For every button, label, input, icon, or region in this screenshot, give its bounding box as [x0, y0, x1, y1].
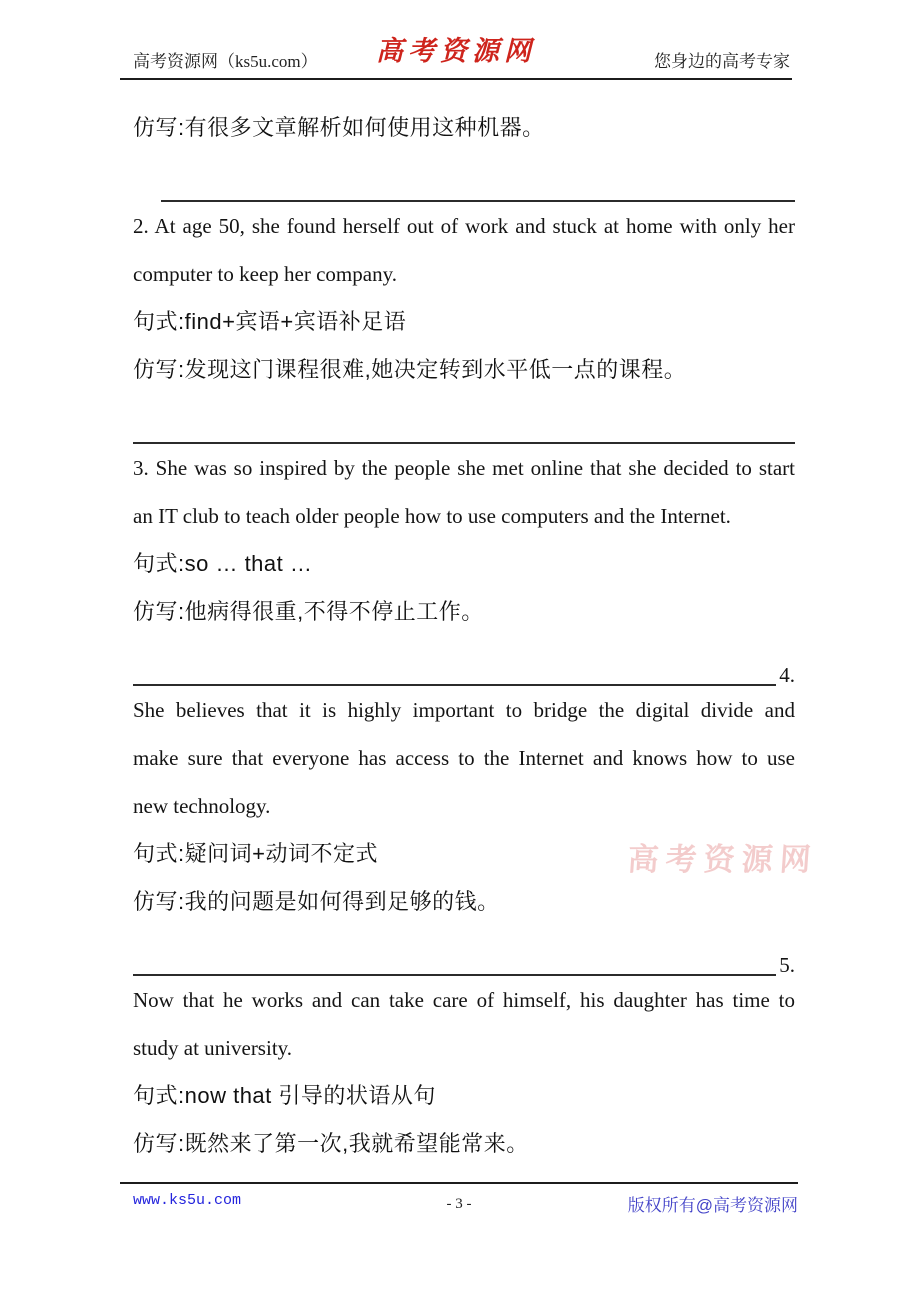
- watermark-text: 高考资源网: [626, 842, 820, 877]
- page-footer: [120, 1182, 798, 1224]
- answer-blank-1: [133, 152, 795, 202]
- answer-blank-3: [133, 636, 795, 686]
- answer-blank-2: [133, 394, 795, 444]
- answer-blank-4: [133, 926, 795, 976]
- page-header: [120, 30, 792, 80]
- document-body: [133, 104, 795, 1168]
- item2-jushi-line: 句式:find+宾语+宾语补足语: [133, 309, 407, 334]
- page-number: - 3 -: [446, 1196, 472, 1212]
- item5-sentence-line2: study at university.: [133, 1036, 293, 1060]
- site-logo: 高考资源网: [376, 36, 536, 66]
- item2-sentence-line2: computer to keep her company.: [133, 262, 397, 286]
- item4-sentence-line1: She believes that it is highly important to bridge the digital divide and: [133, 698, 795, 722]
- item5-fangxie-line: 仿写:既然来了第一次,我就希望能常来。: [133, 1131, 529, 1156]
- item3-fangxie-line: 仿写:他病得很重,不得不停止工作。: [133, 599, 484, 624]
- header-slogan: 您身边的高考专家: [654, 52, 790, 71]
- item2-fangxie-line: 仿写:发现这门课程很难,她决定转到水平低一点的课程。: [133, 357, 687, 382]
- item4-sentence-line3: new technology.: [133, 794, 271, 818]
- item3-sentence-line2: an IT club to teach older people how to use computers and the Internet.: [133, 504, 731, 528]
- item4-fangxie-line: 仿写:我的问题是如何得到足够的钱。: [133, 889, 500, 914]
- footer-copyright: 版权所有@高考资源网: [627, 1196, 798, 1215]
- item5-sentence-line1: Now that he works and can take care of himself, his daughter has time to: [133, 988, 795, 1012]
- intro-fangxie-line: 仿写:有很多文章解析如何使用这种机器。: [133, 115, 545, 140]
- item4-sentence-line2: make sure that everyone has access to the Internet and knows how to use: [133, 746, 795, 770]
- item3-sentence-line1: 3. She was so inspired by the people she met online that she decided to start: [133, 456, 795, 480]
- item5-number: 5.: [779, 953, 795, 977]
- item5-jushi-line: 句式:now that 引导的状语从句: [133, 1083, 436, 1108]
- footer-site-url[interactable]: www.ks5u.com: [133, 1192, 242, 1209]
- item2-sentence-line1: 2. At age 50, she found herself out of work and stuck at home with only her: [133, 214, 795, 238]
- item3-jushi-line: 句式:so … that …: [133, 551, 313, 576]
- item4-number: 4.: [779, 663, 795, 687]
- header-site-title: 高考资源网（ks5u.com）: [133, 52, 318, 71]
- item4-jushi-line: 句式:疑问词+动词不定式: [133, 841, 378, 866]
